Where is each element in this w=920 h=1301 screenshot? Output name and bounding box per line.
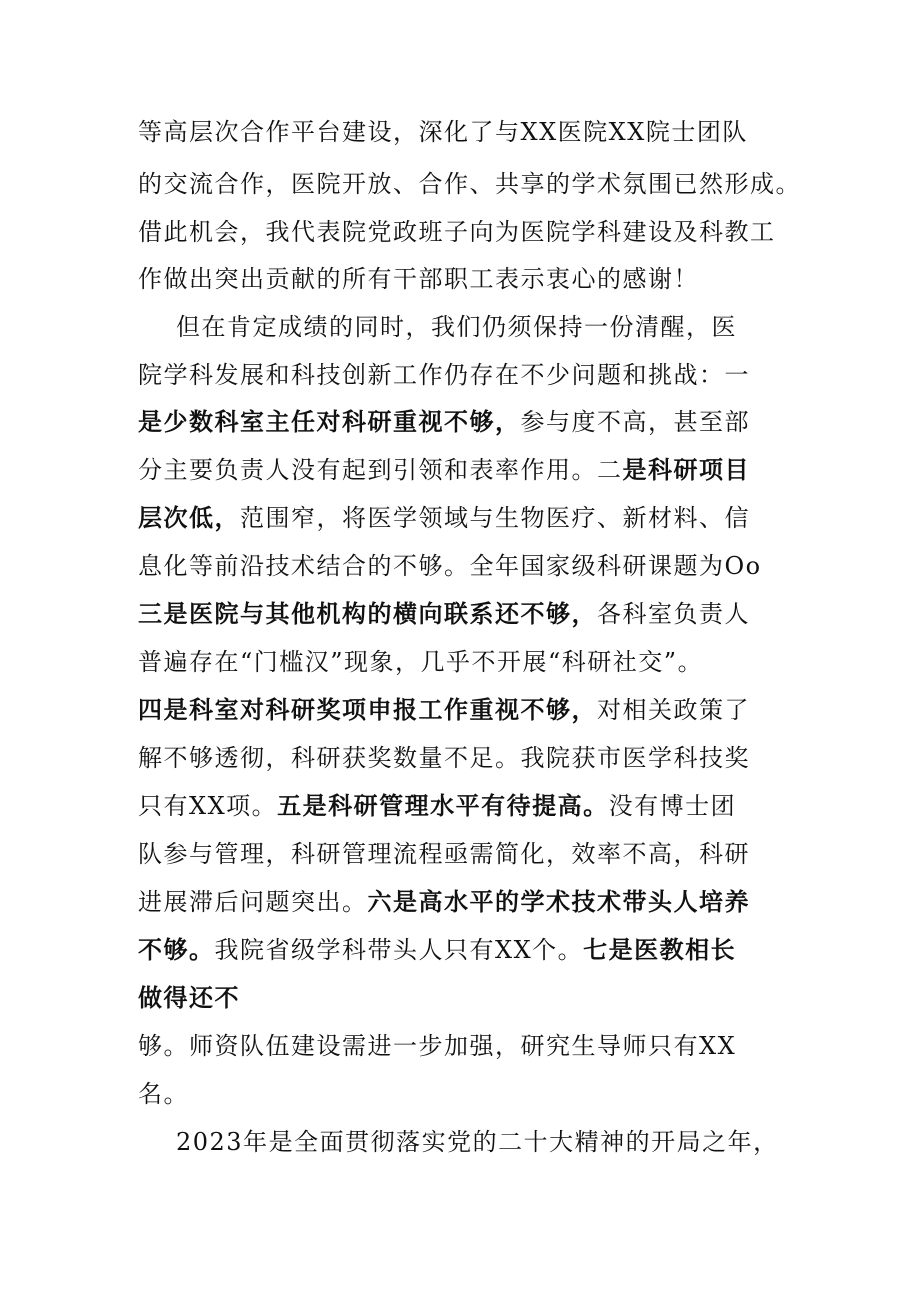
paragraph-2-line-4: 分主要负责人没有起到引领和表率作用。二是科研项目 bbox=[138, 455, 750, 484]
paragraph-2-line-16: 够。师资队伍建设需进一步加强，研究生导师只有XX bbox=[138, 1032, 737, 1060]
paragraph-1-line-2: 的交流合作，医院开放、合作、共享的学术氛围已然形成。 bbox=[138, 170, 801, 198]
paragraph-2-line-6: 息化等前沿技术结合的不够。全年国家级科研课题为Oo bbox=[138, 552, 762, 580]
paragraph-2-line-11: 只有XX项。五是科研管理水平有待提高。没有博士团 bbox=[138, 791, 737, 820]
bold-point-2: 是科研项目 bbox=[622, 455, 750, 484]
paragraph-2-line-15 bbox=[138, 983, 240, 1013]
bold-point-4: 四是科室对科研奖项申报工作重视不够， bbox=[138, 695, 597, 724]
bold-point-7: 七是医教相长 bbox=[583, 935, 737, 964]
bold-point-3: 三是医院与其他机构的横向联系还不够， bbox=[138, 599, 597, 628]
paragraph-2-line-14: 不够。我院省级学科带头人只有XX个。七是医教相长 bbox=[138, 935, 737, 964]
paragraph-2-line-1: 但在肯定成绩的同时，我们仍须保持一份清醒，医 bbox=[176, 313, 737, 341]
paragraph-1-line-4: 作做出突出贡献的所有干部职工表示衷心的感谢！ bbox=[138, 265, 699, 293]
bold-point-6: 六是高水平的学术技术带头人培养 bbox=[367, 887, 750, 916]
paragraph-2-line-3: 是少数科室主任对科研重视不够，参与度不高，甚至部 bbox=[138, 407, 750, 436]
bold-point-6-cont: 不够。 bbox=[138, 935, 215, 964]
paragraph-2-line-9: 四是科室对科研奖项申报工作重视不够，对相关政策了 bbox=[138, 695, 750, 724]
paragraph-2-line-2: 院学科发展和科技创新工作仍存在不少问题和挑战：一 bbox=[138, 361, 750, 389]
paragraph-2-line-7: 三是医院与其他机构的横向联系还不够，各科室负责人 bbox=[138, 599, 750, 628]
paragraph-2-line-13: 进展滞后问题突出。六是高水平的学术技术带头人培养 bbox=[138, 887, 750, 916]
paragraph-2-line-8: 普遍存在“门槛汉”现象，几乎不开展“科研社交”。 bbox=[138, 648, 704, 676]
paragraph-2-line-12: 队参与管理，科研管理流程亟需简化，效率不高，科研 bbox=[138, 840, 750, 868]
paragraph-1-line-3: 借此机会，我代表院党政班子向为医院学科建设及科教工 bbox=[138, 218, 776, 246]
bold-point-2-cont: 层次低， bbox=[138, 503, 240, 532]
paragraph-2-line-17: 名。 bbox=[138, 1080, 189, 1108]
bold-point-1: 是少数科室主任对科研重视不够， bbox=[138, 407, 521, 436]
paragraph-1-line-1: 等高层次合作平台建设，深化了与XX医院XX院士团队 bbox=[138, 118, 748, 146]
bold-point-5: 五是科研管理水平有待提高。 bbox=[277, 791, 609, 820]
paragraph-3-line-1: 2023年是全面贯彻落实党的二十大精神的开局之年， bbox=[176, 1128, 779, 1156]
bold-point-7-cont: 做得还不 bbox=[138, 983, 240, 1012]
paragraph-2-line-5: 层次低，范围窄，将医学领域与生物医疗、新材料、信 bbox=[138, 503, 750, 532]
paragraph-2-line-10: 解不够透彻，科研获奖数量不足。我院获市医学科技奖 bbox=[138, 744, 750, 772]
